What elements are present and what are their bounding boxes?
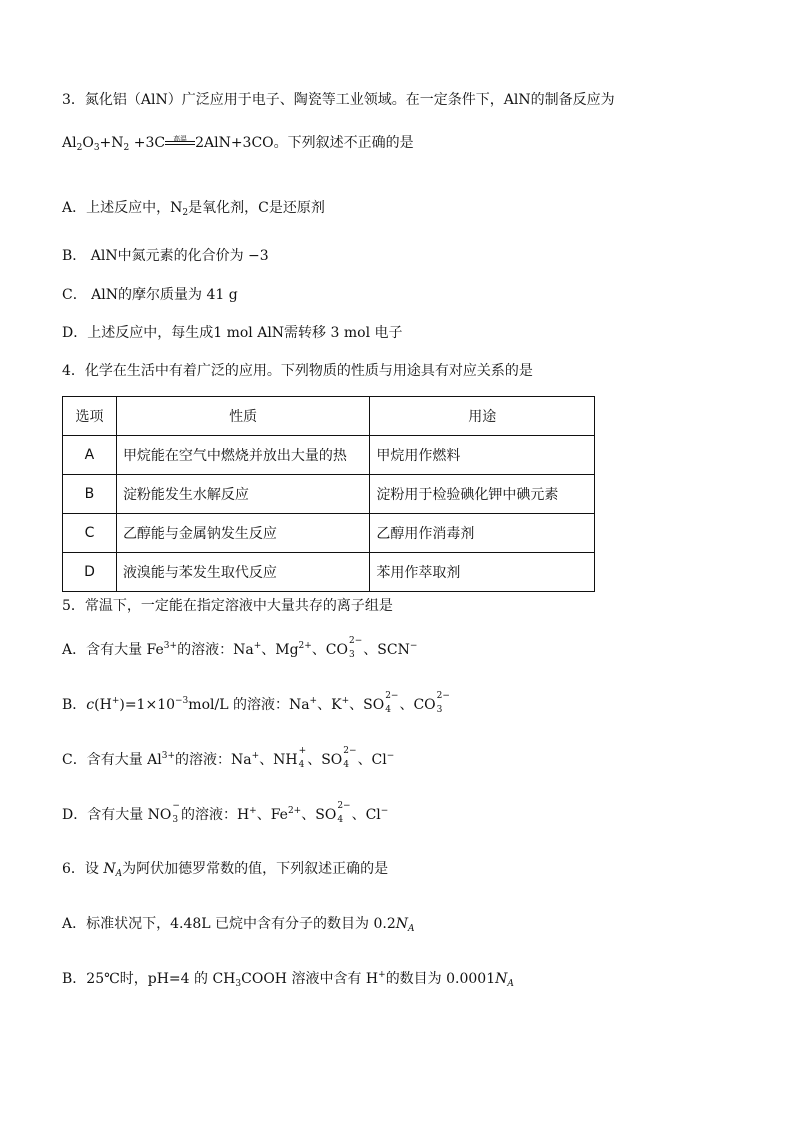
table-cell: 淀粉能发生水解反应 [116,475,369,514]
q5-stem: 5．常温下，一定能在指定溶液中大量共存的离子组是 [62,598,393,614]
q5-option-b: B．$c(H^+)=1\times 10^{-3}mol/L$ 的溶液：Na+、K+、SO 2− 4 、CO 2− 3 [62,691,450,715]
q3-option-d: D．上述反应中，每生成1 mol AlN需转移 3 mol 电子 [62,325,403,341]
table-header: 选项 [63,397,117,436]
q5-option-d: D．含有大量 NO − 3 的溶液：H+、$Fe^{2+}$、SO 2− 4 、Cl− [62,801,389,825]
q4-table [62,396,595,592]
q5-option-c: C．含有大量 $Al^{3+}$的溶液：Na+、NH + 4 、SO 2− 4 、Cl− [62,746,395,770]
q6-option-b: B．25℃时，pH=4 的 $CH_3COOH$ 溶液中含有 H+的数目为 $0.0001N_A$ [62,970,514,989]
table-cell: 甲烷用作燃料 [370,436,595,475]
table-row [63,475,595,514]
table-row [63,514,595,553]
q3-equation: $Al_2O_3+N_2 +3C$ 高温 2AlN+3CO。下列叙述不正确的是 [62,135,414,153]
table-cell: 乙醇用作消毒剂 [370,514,595,553]
q6-stem: 6．设 $N_A$为阿伏加德罗常数的值，下列叙述正确的是 [62,861,389,879]
table-cell: 液溴能与苯发生取代反应 [116,553,369,592]
table-cell: A [63,436,117,475]
table-cell: 甲烷能在空气中燃烧并放出大量的热 [116,436,369,475]
table-cell: 苯用作萃取剂 [370,553,595,592]
q3-stem: 3．氮化铝（AlN）广泛应用于电子、陶瓷等工业领域。在一定条件下，AlN的制备反应为 [62,92,615,108]
table-cell: 淀粉用于检验碘化钾中碘元素 [370,475,595,514]
table-row [63,436,595,475]
table-header: 用途 [370,397,595,436]
q3-option-b: B． AlN中氮元素的化合价为 −3 [62,248,269,264]
reaction-arrow: 高温 [165,137,195,149]
table-row [63,553,595,592]
table-cell: D [63,553,117,592]
q3-option-c: C． AlN的摩尔质量为 41 g [62,287,238,303]
q5-option-a: A．含有大量 $Fe^{3+}$的溶液：Na+、$Mg^{2+}$、CO 2− 3 、SCN− [62,636,418,660]
table-cell: 乙醇能与金属钠发生反应 [116,514,369,553]
table-cell: C [63,514,117,553]
table-header-row [63,397,595,436]
q3-option-a: A．上述反应中，$N_2$是氧化剂，C是还原剂 [62,200,325,218]
q4-stem: 4．化学在生活中有着广泛的应用。下列物质的性质与用途具有对应关系的是 [62,363,533,379]
table-header: 性质 [116,397,369,436]
table-cell: B [63,475,117,514]
q6-option-a: A．标准状况下，4.48L 已烷中含有分子的数目为 $0.2N_A$ [62,916,415,934]
